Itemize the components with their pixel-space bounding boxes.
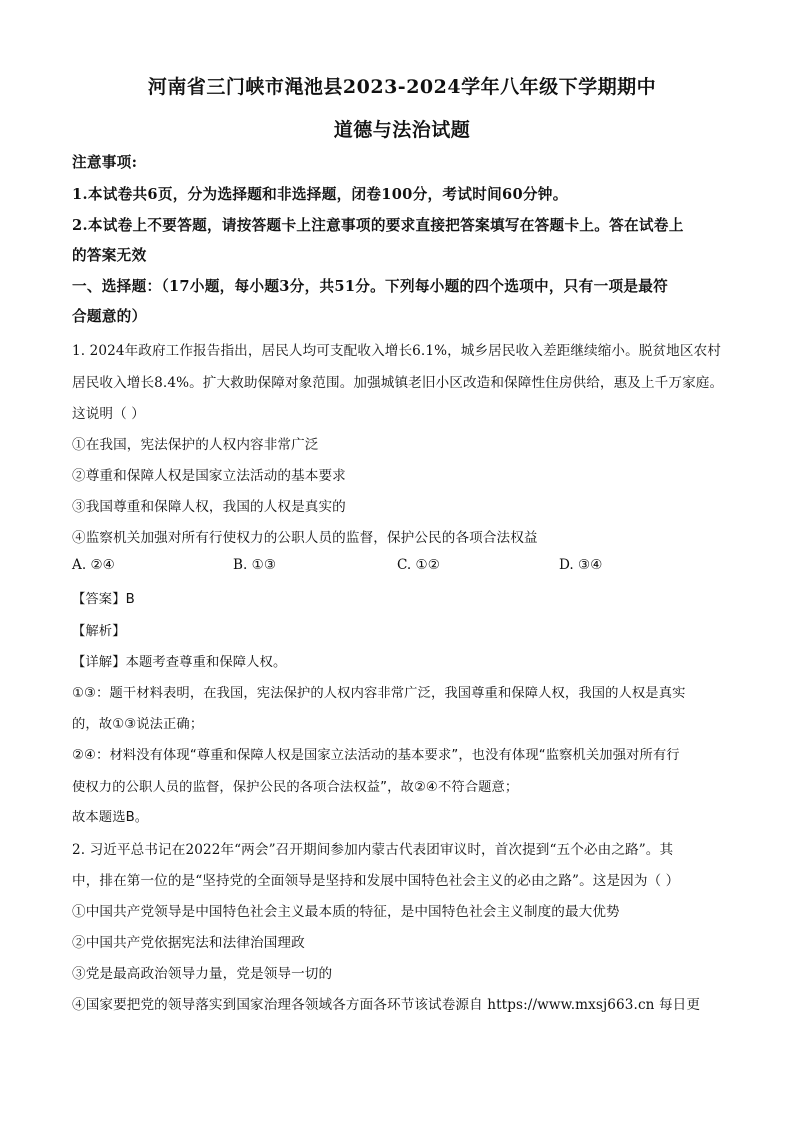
q1-detail: 【详解】本题考查尊重和保障人权。 bbox=[72, 655, 287, 670]
section-heading-line2: 合题意的） bbox=[72, 308, 147, 325]
q1-option-c: C. ①② bbox=[397, 557, 440, 573]
q1-option-d: D. ③④ bbox=[559, 557, 603, 573]
q1-answer: 【答案】B bbox=[72, 592, 135, 607]
q1-statement-2: ②尊重和保障人权是国家立法活动的基本要求 bbox=[72, 468, 346, 484]
q1-stem-line2: 居民收入增长8.4%。扩大救助保障对象范围。加强城镇老旧小区改造和保障性住房供给，惠及上千万家庭。 bbox=[72, 375, 724, 391]
notice-item-1: 1.本试卷共6页，分为选择题和非选择题，闭卷100分，考试时间60分钟。 bbox=[72, 186, 568, 203]
q2-statement-1: ①中国共产党领导是中国特色社会主义最本质的特征，是中国特色社会主义制度的最大优势 bbox=[72, 904, 620, 920]
q1-statement-3: ③我国尊重和保障人权，我国的人权是真实的 bbox=[72, 499, 346, 515]
q1-option-a: A. ②④ bbox=[72, 557, 115, 573]
q1-statement-1: ①在我国，宪法保护的人权内容非常广泛 bbox=[72, 437, 319, 453]
q1-statement-4: ④监察机关加强对所有行使权力的公职人员的监督，保护公民的各项合法权益 bbox=[72, 530, 538, 546]
q2-stem-line2: 中，排在第一位的是“坚持党的全面领导是坚持和发展中国特色社会主义的必由之路”。这是因为（ ） bbox=[72, 873, 680, 889]
q2-stem-line1: 2. 习近平总书记在2022年“两会”召开期间参加内蒙古代表团审议时，首次提到“五个必由之路”。其 bbox=[72, 842, 674, 858]
document-title-line2: 道德与法治试题 bbox=[333, 119, 471, 141]
q1-option-b: B. ①③ bbox=[233, 557, 277, 573]
notice-item-2-line2: 的答案无效 bbox=[72, 247, 147, 264]
q1-analysis-label: 【解析】 bbox=[72, 624, 126, 639]
q2-statement-3: ③党是最高政治领导力量，党是领导一切的 bbox=[72, 966, 333, 982]
notice-heading: 注意事项: bbox=[72, 154, 138, 171]
section-heading-line1: 一、选择题：（17小题，每小题3分，共51分。下列每小题的四个选项中，只有一项是最符 bbox=[72, 278, 669, 295]
q1-stem-line3: 这说明（ ） bbox=[72, 406, 145, 422]
notice-item-2-line1: 2.本试卷上不要答题，请按答题卡上注意事项的要求直接把答案填写在答题卡上。答在试卷上 bbox=[72, 217, 684, 234]
q1-stem-line1: 1. 2024年政府工作报告指出，居民人均可支配收入增长6.1%，城乡居民收入差距继续缩小。脱贫地区农村 bbox=[72, 343, 721, 359]
q1-explanation-2-line2: 使权力的公职人员的监督，保护公民的各项合法权益”，故②④不符合题意； bbox=[72, 780, 519, 795]
q1-conclusion: 故本题选B。 bbox=[72, 810, 149, 825]
q1-explanation-2-line1: ②④：材料没有体现“尊重和保障人权是国家立法活动的基本要求”，也没有体现“监察机关加强对所有行 bbox=[72, 748, 680, 763]
q2-statement-2: ②中国共产党依据宪法和法律治国理政 bbox=[72, 935, 305, 951]
q1-explanation-1-line1: ①③：题干材料表明，在我国，宪法保护的人权内容非常广泛，我国尊重和保障人权，我国的人权是真实 bbox=[72, 686, 686, 701]
document-title-line1: 河南省三门峡市渑池县2023-2024学年八年级下学期期中 bbox=[147, 76, 657, 98]
q2-statement-4: ④国家要把党的领导落实到国家治理各领域各方面各环节该试卷源自 https://www.mxsj663.cn 每日更 bbox=[72, 997, 701, 1013]
q1-explanation-1-line2: 的，故①③说法正确； bbox=[72, 717, 204, 732]
